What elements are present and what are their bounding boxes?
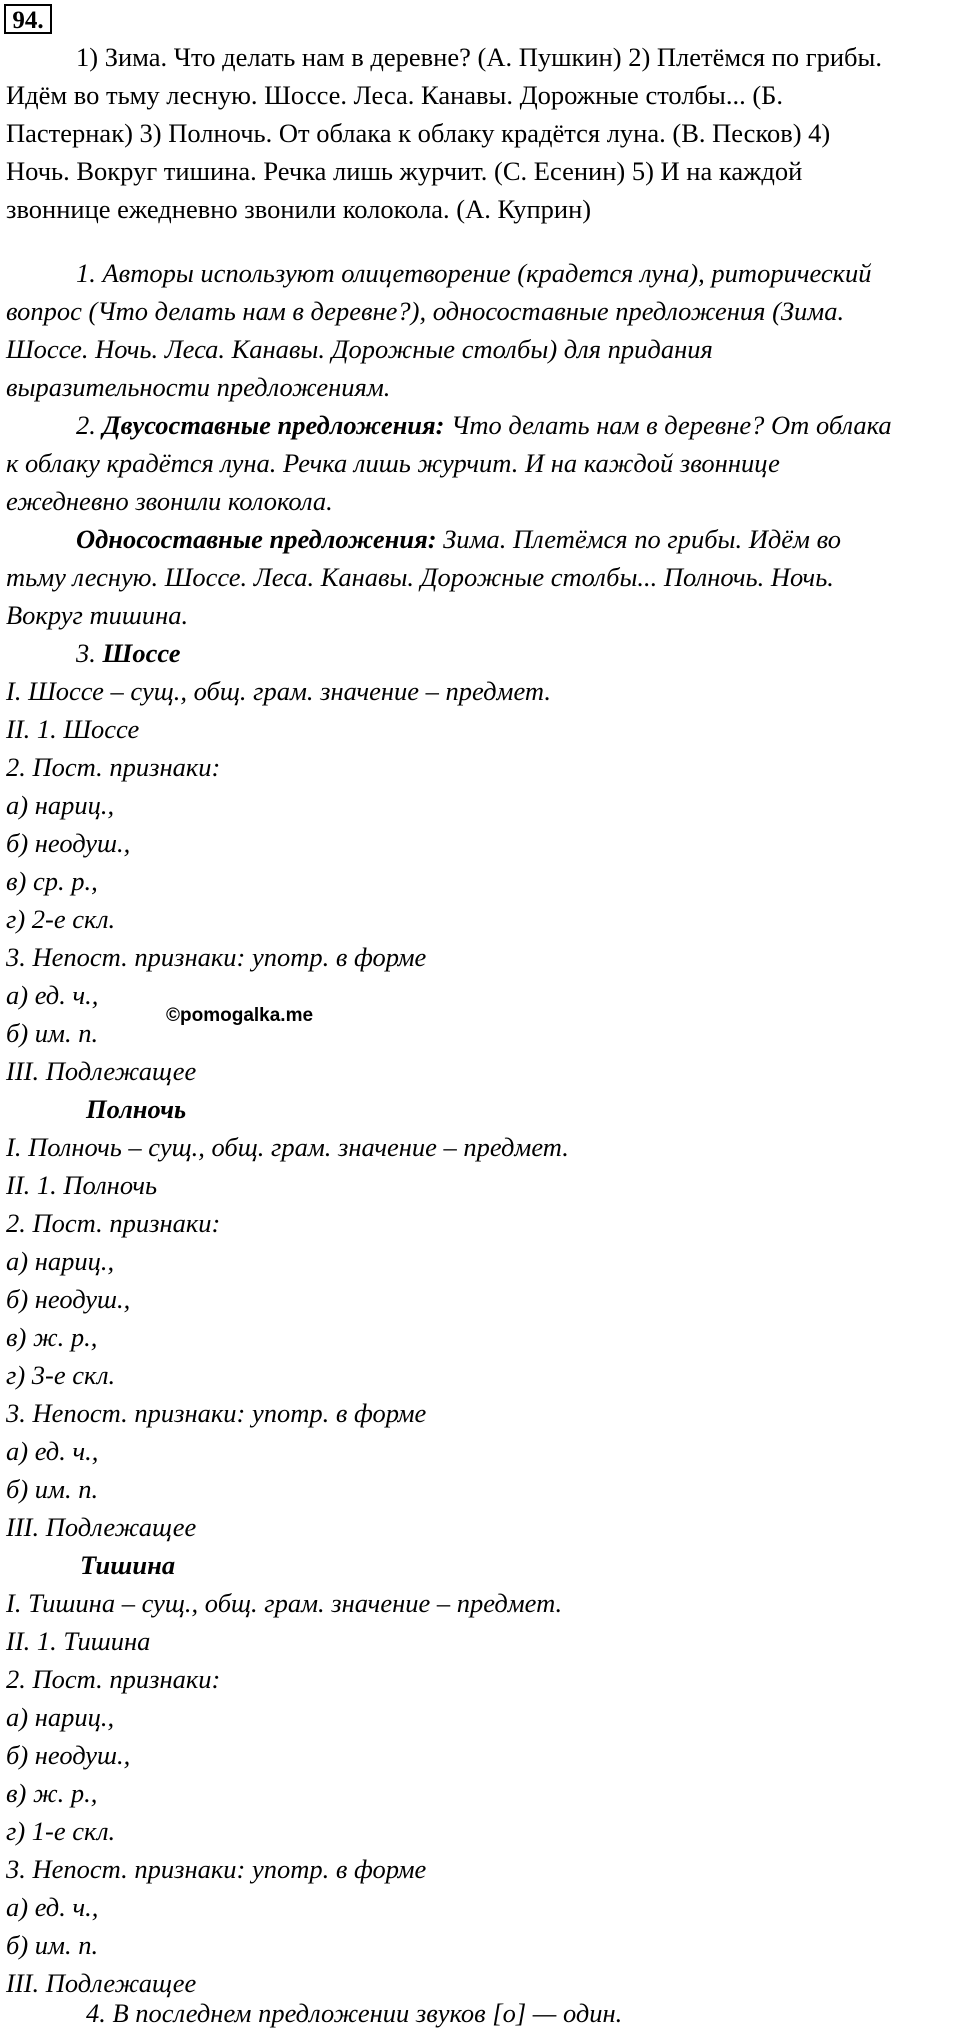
parse-line: б) неодуш., [6,1284,131,1314]
answer1-line: выразительности предложениям. [6,372,391,402]
parse-line: г) 3-е скл. [6,1360,116,1390]
exercise-number: 94. [4,4,52,34]
answer4-line: 4. В последнем предложении звуков [о] — один. [86,1998,623,2028]
one-part-label: Односоставные предложения: [76,524,437,554]
parse-line: 2. Пост. признаки: [6,1208,221,1238]
one-part-sentences [76,523,841,555]
parse-line: II. 1. Тишина [6,1626,151,1656]
parse-line: I. Тишина – сущ., общ. грам. значение – предмет. [6,1588,563,1618]
parse-line: б) им. п. [6,1474,99,1504]
parse-line: б) им. п. [6,1018,99,1048]
two-part-sentences [76,409,892,441]
two-part-text: Что делать нам в деревне? От облака [444,410,892,440]
parse-line: 3. Непост. признаки: употр. в форме [6,1398,427,1428]
parse-line: б) им. п. [6,1930,99,1960]
parse-line: I. Полночь – сущ., общ. грам. значение – предмет. [6,1132,569,1162]
answer1-line: 1. Авторы используют олицетворение (крадется луна), риторический [76,258,872,288]
parse-line: в) ср. р., [6,866,98,896]
parse-line: г) 1-е скл. [6,1816,116,1846]
two-part-text: к облаку крадётся луна. Речка лишь журчит. И на каждой звоннице [6,448,780,478]
parse-heading [76,637,181,669]
parse-line: а) ед. ч., [6,1436,99,1466]
answer3-prefix: 3. [76,638,103,668]
task-line: Пастернак) 3) Полночь. От облака к облаку крадётся луна. (В. Песков) 4) [6,118,831,148]
answer2-prefix: 2. [76,410,103,440]
parse-line: в) ж. р., [6,1778,98,1808]
answer1-line: Шоссе. Ночь. Леса. Канавы. Дорожные столбы) для придания [6,334,713,364]
parse-word: Полночь [86,1094,187,1124]
parse-line: а) нариц., [6,1246,115,1276]
parse-line: а) нариц., [6,790,115,820]
task-line: Ночь. Вокруг тишина. Речка лишь журчит. (С. Есенин) 5) И на каждой [6,156,803,186]
parse-line: III. Подлежащее [6,1968,197,1998]
watermark: ©pomogalka.me [166,1005,314,1026]
two-part-label: Двусоставные предложения: [102,410,445,440]
parse-line: 2. Пост. признаки: [6,1664,221,1694]
one-part-text: Вокруг тишина. [6,600,189,630]
parse-line: 3. Непост. признаки: употр. в форме [6,942,427,972]
parse-line: 2. Пост. признаки: [6,752,221,782]
parse-line: 3. Непост. признаки: употр. в форме [6,1854,427,1884]
parse-line: в) ж. р., [6,1322,98,1352]
parse-line: б) неодуш., [6,1740,131,1770]
parse-line: а) нариц., [6,1702,115,1732]
parse-word: Шоссе [102,638,181,668]
answer1-line: вопрос (Что делать нам в деревне?), односоставные предложения (Зима. [6,296,845,326]
parse-line: г) 2-е скл. [6,904,116,934]
one-part-text: Зима. Плетёмся по грибы. Идём во [436,524,841,554]
task-line: 1) Зима. Что делать нам в деревне? (А. Пушкин) 2) Плетёмся по грибы. [76,42,882,72]
parse-word: Тишина [80,1550,176,1580]
parse-line: а) ед. ч., [6,980,99,1010]
parse-line: II. 1. Полночь [6,1170,158,1200]
parse-line: I. Шоссе – сущ., общ. грам. значение – предмет. [6,676,551,706]
parse-line: III. Подлежащее [6,1056,197,1086]
task-line: Идём во тьму лесную. Шоссе. Леса. Канавы. Дорожные столбы... (Б. [6,80,784,110]
parse-line: II. 1. Шоссе [6,714,140,744]
two-part-text: ежедневно звонили колокола. [6,486,333,516]
one-part-text: тьму лесную. Шоссе. Леса. Канавы. Дорожные столбы... Полночь. Ночь. [6,562,834,592]
task-line: звоннице ежедневно звонили колокола. (А. Куприн) [6,194,592,224]
parse-line: III. Подлежащее [6,1512,197,1542]
parse-line: б) неодуш., [6,828,131,858]
parse-line: а) ед. ч., [6,1892,99,1922]
